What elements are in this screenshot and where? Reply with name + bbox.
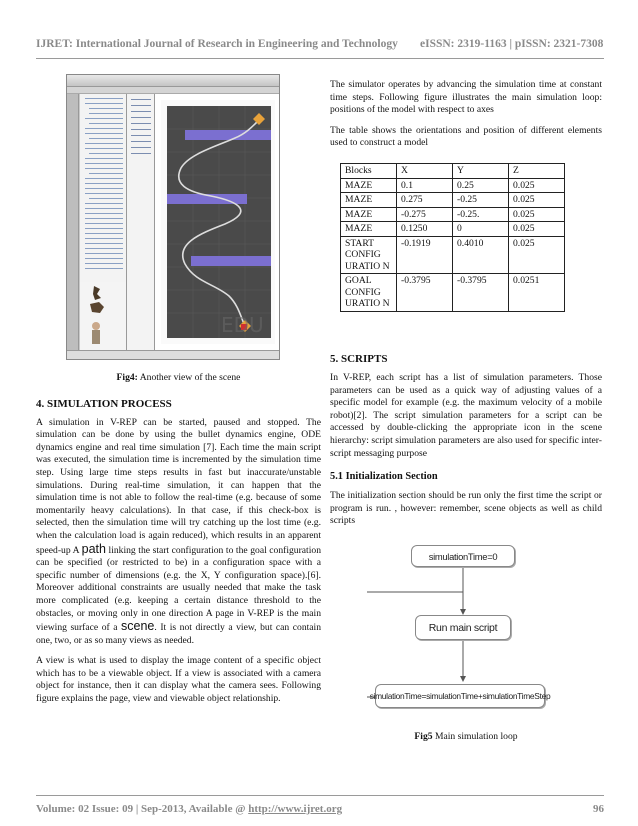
table-cell: 0.4010 — [453, 236, 509, 274]
table-cell: GOAL CONFIG URATIO N — [341, 274, 397, 312]
right-column — [330, 79, 602, 158]
table-cell: 0.25 — [453, 178, 509, 193]
table-cell: 0.025 — [509, 207, 565, 222]
table-cell: START CONFIG URATIO N — [341, 236, 397, 274]
screenshot-menubar — [67, 75, 279, 87]
simulation-loop-flowchart — [367, 545, 551, 725]
right-column-lower — [330, 352, 602, 536]
section4-paragraph2: A view is what is used to display the image content of a specific object which has to be a viewable object. If a view is associated with a camera object for instance, then it can display what the camera sees. Following figure explains the page, view and viewable object relationship. — [36, 655, 321, 705]
table-cell: 0.025 — [509, 236, 565, 274]
left-column — [36, 372, 321, 714]
flow-box-init: simulationTime=0 — [411, 545, 515, 567]
watermark: EDU — [221, 313, 264, 337]
fig4-caption: Fig4: Another view of the scene — [116, 372, 241, 383]
footer-rule — [36, 795, 604, 796]
flow-box-run-script: Run main script — [415, 615, 511, 640]
right-paragraph1: The simulator operates by advancing the simulation time at constant time steps. Following figure illustrates the main simulation loop: positions of the model with respect to axes — [330, 79, 602, 116]
table-row — [341, 178, 565, 193]
table-cell: -0.1919 — [397, 236, 453, 274]
fig5-caption: Fig5 Main simulation loop — [414, 731, 518, 742]
flow-box-increment: simulationTime=simulationTime+simulationTimeStep — [375, 684, 545, 708]
table-cell: MAZE — [341, 193, 397, 208]
table-cell: -0.275 — [397, 207, 453, 222]
positions-table — [340, 163, 565, 312]
table-cell: 0.025 — [509, 222, 565, 237]
screenshot-model-thumbnails — [80, 282, 127, 350]
table-row — [341, 207, 565, 222]
flow-loop-line — [367, 592, 463, 697]
vrep-screenshot — [66, 74, 280, 360]
table-header: Y — [453, 164, 509, 179]
table-cell: -0.25 — [453, 193, 509, 208]
running-footer — [36, 803, 604, 815]
table-cell: 0.025 — [509, 193, 565, 208]
table-cell: 0.1250 — [397, 222, 453, 237]
screenshot-scene-hierarchy — [127, 94, 155, 350]
section51-paragraph: The initialization section should be run only the first time the script or program is run. , however: remember, scene objects as well as child scripts — [330, 490, 602, 527]
table-cell: 0 — [453, 222, 509, 237]
maze-wall — [191, 256, 271, 266]
section5-paragraph1: In V-REP, each script has a list of simulation parameters. Those parameters can be used as a quick way of adjusting values of a specific model for example (e.g. the maximum velocity of a mobile robot)[2]. The script simulation parameters for a script can be accessed by double-clicking the appropriate icon in the scene hierarchy: script simulation parameters are also used for specific inter-script messaging purpose — [330, 372, 602, 459]
screenshot-scene-view — [155, 94, 280, 350]
table-cell: 0.275 — [397, 193, 453, 208]
table-cell: MAZE — [341, 222, 397, 237]
maze-wall — [185, 130, 271, 140]
table-header: X — [397, 164, 453, 179]
header-rule — [36, 58, 604, 59]
table-row — [341, 222, 565, 237]
footer-link[interactable]: http://www.ijret.org — [248, 803, 343, 815]
issn: eISSN: 2319-1163 | pISSN: 2321-7308 — [420, 38, 604, 50]
screenshot-statusbar — [67, 350, 279, 360]
table-cell: MAZE — [341, 178, 397, 193]
right-paragraph2: The table shows the orientations and position of different elements used to construct a model — [330, 124, 602, 149]
section4-paragraph1: A simulation in V-REP can be started, paused and stopped. The simulation can be done by using the bullet dynamics engine, ODE dynamics engine and real time simulation [7]. Each time the main script was executed, the simulation time is incremented by the simulation time step. Using large time steps results in fast but inaccurate/unstable simulations. During real-time simulation, it can happen that the simulation time is not able to follow the real-time (e.g. because of some momentarily heavy calculations). In that case, if this check-box is selected, then the simulation time will try catching up the lost time (e.g. when the calculation load is again reduced), which results in an apparent speed-up A path linking the start configuration to the goal configuration can be specified (or restricted to be) in a configuration space with a specific number of dimensions (e.g. the X, Y configuration space).[6]. Moreover additional constraints are usually needed that make the task more complicated (e.g. keeping a certain distance threshold to the obstacles, or moving only in one direction A page in V-REP is the main viewing surface of a scene. It is not directly a view, but can contain one, two, or as so many views as needed. — [36, 416, 321, 646]
table-cell: -0.3795 — [453, 274, 509, 312]
table-cell: -0.3795 — [397, 274, 453, 312]
page-number: 96 — [593, 803, 604, 815]
screenshot-sidebar — [67, 94, 79, 350]
section5-heading: 5. SCRIPTS — [330, 353, 388, 365]
table-cell: 0.1 — [397, 178, 453, 193]
table-cell: 0.0251 — [509, 274, 565, 312]
table-header: Blocks — [341, 164, 397, 179]
table-cell: -0.25. — [453, 207, 509, 222]
table-row — [341, 236, 565, 274]
table-cell: MAZE — [341, 207, 397, 222]
table-row — [341, 193, 565, 208]
running-header — [36, 38, 604, 50]
section4-heading: 4. SIMULATION PROCESS — [36, 397, 172, 410]
table-cell: 0.025 — [509, 178, 565, 193]
screenshot-model-browser — [80, 94, 127, 282]
table-row — [341, 274, 565, 312]
journal-title: IJRET: International Journal of Research in Engineering and Technology — [36, 38, 398, 50]
table-header: Z — [509, 164, 565, 179]
section51-heading: 5.1 Initialization Section — [330, 471, 438, 483]
table-header-row — [341, 164, 565, 179]
footer-volume: Volume: 02 Issue: 09 | Sep-2013, Available @ — [36, 803, 249, 815]
screenshot-toolbar — [67, 87, 279, 94]
